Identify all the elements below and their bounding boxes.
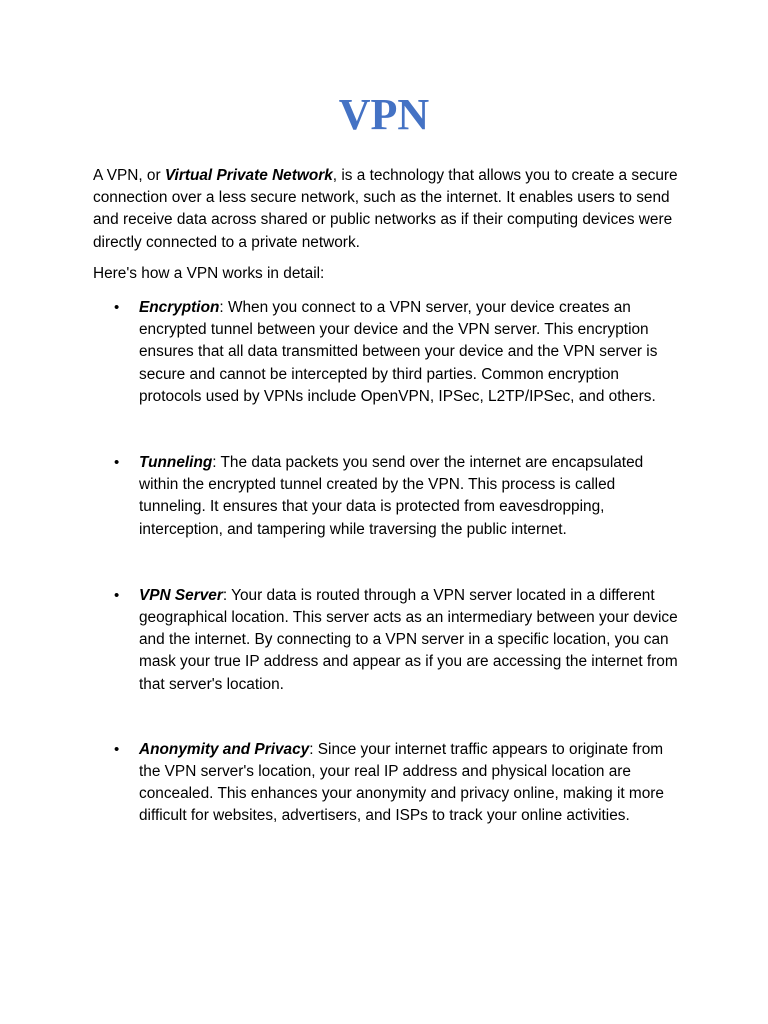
list-item	[93, 297, 683, 408]
list-item	[93, 585, 683, 696]
document-title: VPN	[338, 90, 430, 139]
item-term: Anonymity and Privacy	[139, 740, 310, 758]
list-item	[93, 452, 683, 541]
bullet-list	[93, 297, 683, 828]
lead-paragraph: Here's how a VPN works in detail:	[93, 264, 325, 282]
intro-suffix: , is a technology that allows you to create a secure connection over a less secure network, such as the internet. It enables users to send and receive data across shared or public networks as if their computing devices were directly connected to a private network.	[93, 167, 678, 251]
item-term: VPN Server	[139, 586, 223, 604]
intro-emphasis: Virtual Private Network	[164, 167, 333, 184]
intro-prefix: A VPN, or	[93, 167, 165, 184]
bullet-icon: •	[114, 740, 120, 758]
list-item	[93, 739, 683, 828]
bullet-icon: •	[114, 454, 120, 472]
bullet-icon: •	[114, 586, 120, 604]
item-text: : When you connect to a VPN server, your device creates an encrypted tunnel between your device and the VPN server. This encryption ensures that all data transmitted between your device and the VPN server is secure and cannot be intercepted by third parties. Common encryption protocols used by VPNs include OpenVPN, IPSec, L2TP/IPSec, and others.	[139, 299, 658, 405]
item-term: Encryption	[139, 299, 220, 317]
bullet-icon: •	[114, 299, 120, 317]
intro-paragraph	[93, 165, 683, 254]
item-text: : The data packets you send over the internet are encapsulated within the encrypted tunnel created by the VPN. This process is called tunneling. It ensures that your data is protected from eavesdropping, interception, and tampering while traversing the public internet.	[139, 454, 644, 538]
item-text: : Since your internet traffic appears to originate from the VPN server's location, your real IP address and physical location are concealed. This enhances your anonymity and privacy online, making it more difficult for websites, advertisers, and ISPs to track your online activities.	[139, 740, 664, 825]
item-text: : Your data is routed through a VPN server located in a different geographical location. This server acts as an intermediary between your device and the internet. By connecting to a VPN server in a specific location, you can mask your true IP address and appear as if you are accessing the internet from that server's location.	[139, 586, 678, 693]
document-body	[93, 165, 683, 828]
item-term: Tunneling	[139, 454, 213, 472]
